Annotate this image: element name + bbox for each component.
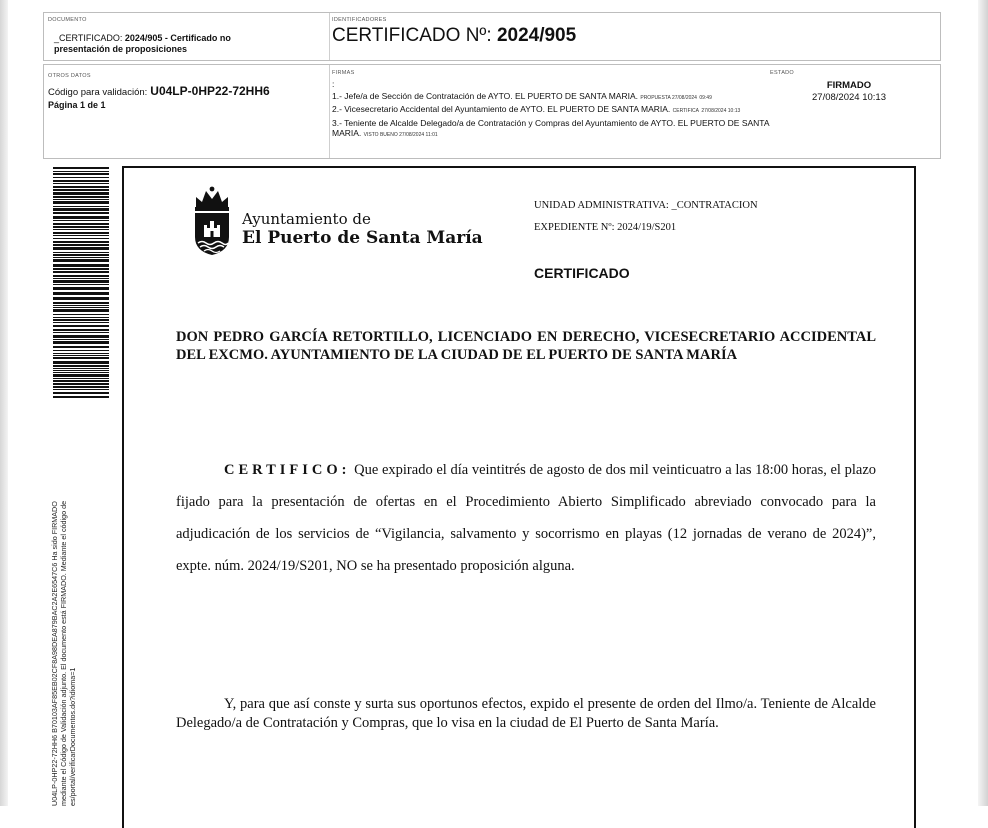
validation-code-row xyxy=(48,84,270,98)
signature-1 xyxy=(332,91,772,104)
status-date: 27/08/2024 10:13 xyxy=(812,92,886,103)
status-block xyxy=(789,80,909,104)
document-header-box xyxy=(43,12,941,61)
document-heading: CERTIFICADO xyxy=(534,265,630,281)
signature-2-tag: CERTIFICA xyxy=(672,108,699,114)
page-edge-left xyxy=(0,0,8,806)
validation-code: U04LP-0HP22-72HH6 xyxy=(150,84,270,98)
file-number: EXPEDIENTE Nº: 2024/19/S201 xyxy=(534,222,677,233)
page-count: Página 1 de 1 xyxy=(48,100,106,110)
vertical-text-line-2: mediante el Código de Validación adjunto. El documento está FIRMADO. Mediante el código de xyxy=(59,500,69,806)
info-divider xyxy=(329,65,330,158)
signature-info-box xyxy=(43,64,941,159)
firmas-lead: : xyxy=(332,79,335,89)
document-name xyxy=(54,33,284,55)
logo-line-2: El Puerto de Santa María xyxy=(242,228,483,248)
certification-text: Que expirado el día veintitrés de agosto de dos mil veinticuatro a las 18:00 horas, el plazo fijado para la presentación de ofertas en el Procedimiento Abierto Simplificado abreviado convocado para la adjudicación de los servicios de “Vigilancia, salvamento y socorrismo en playas (12 jornadas de verano de 2024)”, expte. núm. 2024/19/S201, NO se ha presentado proposición alguna. xyxy=(176,462,877,574)
administrative-unit-block xyxy=(534,195,758,239)
signature-3-text: 3.- Teniente de Alcalde Delegado/a de Contratación y Compras del Ayuntamiento de AYTO. EL PUERTO DE SANTA MARIA. xyxy=(332,117,770,138)
otros-datos-label: OTROS DATOS xyxy=(48,73,91,79)
vertical-text-line-3: es/portal/verificarDocumentos.do?idioma=1 xyxy=(68,667,78,806)
signature-2-time: 27/08/2024 10:13 xyxy=(701,108,741,114)
certifier-statement: DON PEDRO GARCÍA RETORTILLO, LICENCIADO EN DERECHO, VICESECRETARIO ACCIDENTAL DEL EXCMO. AYUNTAMIENTO DE LA CIUDAD DE EL PUERTO DE SANTA MARÍA xyxy=(176,329,876,363)
certificate-number-title xyxy=(332,25,576,47)
firmas-label: FIRMAS xyxy=(332,70,355,76)
vertical-verification-text xyxy=(50,416,78,806)
signatures-list xyxy=(332,79,772,141)
closing-paragraph: Y, para que así conste y surta sus oportunos efectos, expido el presente de orden del Ilmo/a. Teniente de Alcalde Delegado/a de Contratación y Compras, que lo visa en la ciudad de El Puerto de Santa María. xyxy=(176,696,876,731)
vertical-text-line-1: U04LP-0HP22-72HH6 B70103AF85EB02CF8A98DEA879BAC2A2E6547C6 Ha sido FIRMADO xyxy=(50,501,59,806)
estado-label: ESTADO xyxy=(770,70,795,76)
coat-of-arms-icon xyxy=(192,185,232,263)
signature-1-time: 09:49 xyxy=(699,94,712,101)
logo-line-1: Ayuntamiento de xyxy=(242,210,371,228)
certification-paragraph xyxy=(176,454,876,582)
document-page xyxy=(122,166,916,828)
signature-2 xyxy=(332,104,772,117)
document-name-prefix: _CERTIFICADO: xyxy=(54,33,125,43)
document-name-title: 2024/905 - Certificado no presentación de proposiciones xyxy=(54,33,231,54)
page-edge-right xyxy=(978,0,988,806)
header-divider xyxy=(329,13,330,60)
administrative-unit: UNIDAD ADMINISTRATIVA: _CONTRATACION xyxy=(534,200,758,211)
cert-number-prefix: CERTIFICADO Nº: xyxy=(332,25,497,46)
status-value: FIRMADO xyxy=(826,80,872,91)
signature-1-text: 1.- Jefe/a de Sección de Contratación de AYTO. EL PUERTO DE SANTA MARIA. xyxy=(332,90,638,101)
signature-3-tag: VISTO BUENO 27/08/2024 11:01 xyxy=(363,132,438,138)
identificadores-label: IDENTIFICADORES xyxy=(332,17,387,23)
certifico-word: CERTIFICO: xyxy=(224,462,351,478)
cert-number-value: 2024/905 xyxy=(496,25,577,46)
documento-label: DOCUMENTO xyxy=(48,17,87,23)
validation-code-label: Código para validación: xyxy=(48,87,148,98)
signature-2-text: 2.- Vicesecretario Accidental del Ayuntamiento de AYTO. EL PUERTO DE SANTA MARIA. xyxy=(332,104,671,114)
city-hall-logo-text xyxy=(242,210,483,248)
signature-1-tag: PROPUESTA 27/08/2024 xyxy=(640,94,697,101)
barcode-icon xyxy=(53,167,109,399)
signature-3 xyxy=(332,118,772,141)
